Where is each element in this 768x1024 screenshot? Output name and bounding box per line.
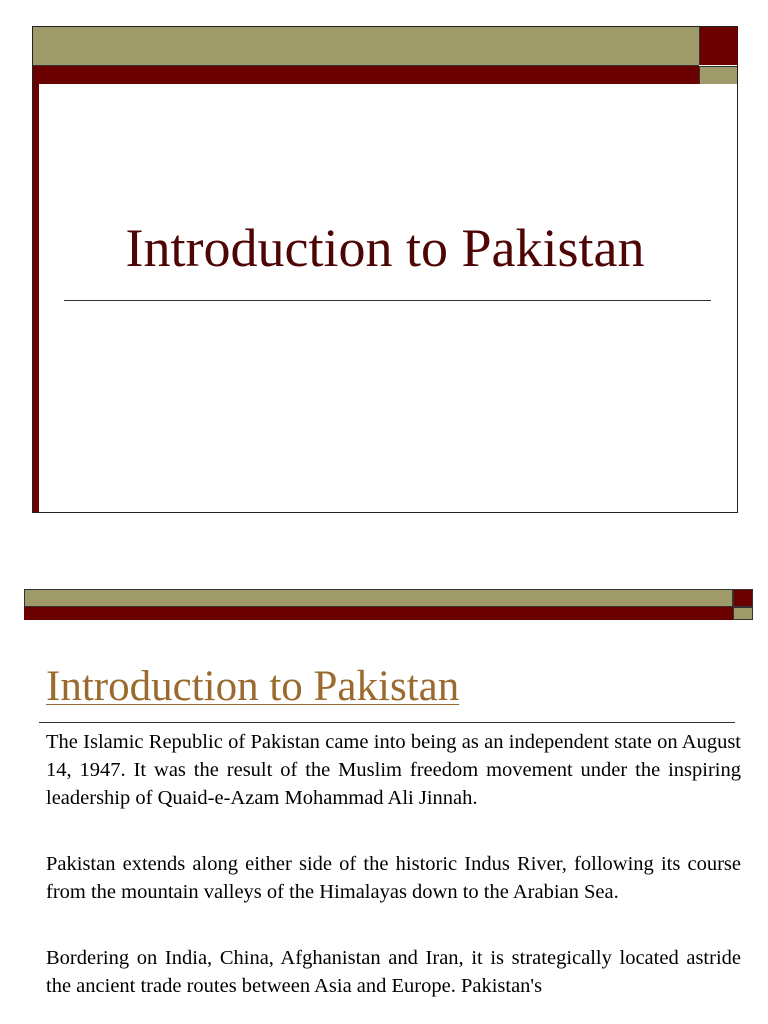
olive-header-bar <box>24 589 733 607</box>
red-corner-square <box>699 27 738 65</box>
olive-header-bar <box>33 27 699 66</box>
olive-corner-square <box>699 66 737 84</box>
red-corner-square <box>733 589 753 607</box>
title-slide <box>32 26 738 513</box>
slide-body <box>46 728 741 1024</box>
slide-title: Introduction to Pakistan <box>125 218 645 278</box>
red-left-strip <box>33 84 39 512</box>
red-header-bar <box>33 66 699 84</box>
olive-corner-square <box>733 607 753 620</box>
body-paragraph: Bordering on India, China, Afghanistan and Iran, it is strategically located astride the ancient trade routes between Asia and Europe. Pakistan's <box>46 947 741 997</box>
body-paragraph: Pakistan extends along either side of the historic Indus River, following its course from the mountain valleys of the Himalayas down to the Arabian Sea. <box>46 853 741 903</box>
title-divider <box>64 300 711 301</box>
body-paragraph: The Islamic Republic of Pakistan came into being as an independent state on August 14, 1947. It was the result of the Muslim freedom movement under the inspiring leadership of Quaid-e-Azam Mohammad Ali Jinnah. <box>46 731 741 809</box>
slide-heading: Introduction to Pakistan <box>46 663 460 710</box>
heading-divider <box>39 722 735 723</box>
red-header-bar <box>24 607 733 620</box>
